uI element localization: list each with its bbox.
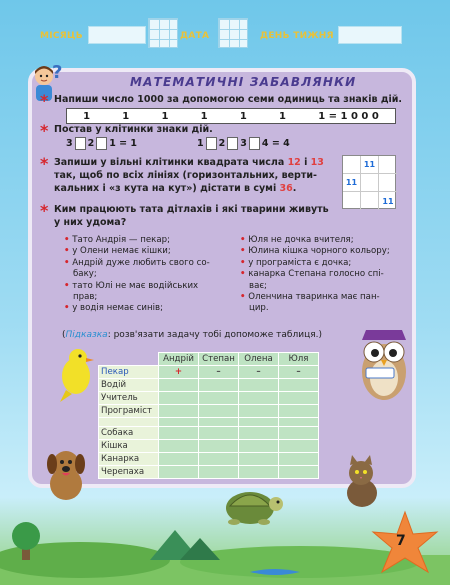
t2-num: 4 = 4 (261, 138, 290, 149)
table-cell[interactable] (159, 405, 199, 418)
sign-cell[interactable] (206, 137, 217, 150)
table-cell[interactable] (159, 379, 199, 392)
magic-cell[interactable] (343, 156, 361, 174)
row-spacer (99, 418, 159, 427)
row-label: Пекар (99, 366, 159, 379)
sign-cell[interactable] (96, 137, 107, 150)
table-row (99, 379, 319, 392)
clue-item (240, 281, 410, 292)
table-cell (279, 418, 319, 427)
row-label: Водій (99, 379, 159, 392)
clue-text: Юлина кішка чорного кольору; (248, 246, 390, 257)
table-cell[interactable] (199, 427, 239, 440)
magic-cell[interactable]: 11 (361, 156, 379, 174)
eq-result: 1 = 1 0 0 0 (318, 110, 379, 122)
hint-line: (Підказка: розв'язати задачу тобі допоможе таблиця.) (62, 330, 322, 340)
row-label: Черепаха (99, 466, 159, 479)
clue-text: у водія немає синів; (72, 303, 163, 314)
table-cell[interactable] (279, 427, 319, 440)
clue-item: • у Олени немає кішки; (64, 246, 171, 257)
sum-36: 36 (279, 183, 293, 194)
table-cell[interactable] (279, 379, 319, 392)
clue-text: ває; (249, 280, 267, 291)
eq-digit: 1 (279, 110, 287, 122)
table-cell[interactable] (279, 440, 319, 453)
month-label: МІСЯЦЬ (40, 31, 83, 41)
clue-text: Оленчина тваринка має пан- (248, 292, 380, 303)
task3-line2: так, щоб по всіх лініях (горизонтальних, верти- (54, 170, 317, 181)
clue-item: • Юлина кішка чорного кольору; (240, 246, 390, 257)
table-cell[interactable] (199, 440, 239, 453)
logic-table (98, 352, 319, 479)
clue-text: канарка Степана голосно спі- (248, 269, 384, 280)
table-row (99, 405, 319, 418)
clue-item: • Тато Андрія — пекар; (64, 235, 170, 245)
eq-digit: 1 (239, 110, 247, 122)
table-cell (199, 418, 239, 427)
table-cell[interactable]: – (239, 366, 279, 379)
table-cell[interactable] (159, 453, 199, 466)
clue-text: баку; (73, 269, 97, 280)
magic-cell[interactable] (379, 156, 397, 174)
table-cell[interactable] (239, 453, 279, 466)
table-row (99, 466, 319, 479)
table-cell[interactable] (239, 379, 279, 392)
table-cell[interactable] (159, 392, 199, 405)
page-number: 7 (396, 533, 406, 549)
table-row (99, 427, 319, 440)
t2-num: 1 (197, 138, 204, 149)
clues-right (240, 235, 410, 315)
clue-item: • у водія немає синів; (64, 303, 163, 314)
table-cell[interactable] (239, 440, 279, 453)
magic-cell[interactable] (343, 192, 361, 210)
t3-text: і (300, 157, 311, 168)
table-corner (99, 353, 159, 366)
page-title: МАТЕМАТИЧНІ ЗАБАВЛЯНКИ (130, 75, 357, 89)
table-cell[interactable] (199, 466, 239, 479)
row-label: Програміст (99, 405, 159, 418)
task-star-icon: * (40, 154, 49, 173)
t2-num: 1 = 1 (109, 138, 138, 149)
column-header: Андрій (159, 353, 199, 366)
table-cell[interactable] (239, 427, 279, 440)
clue-text: цир. (249, 303, 269, 314)
t3-text: кальних і «з кута на кут») дістати в сумі (54, 183, 280, 194)
table-cell[interactable] (199, 453, 239, 466)
date-label: ДАТА (180, 31, 210, 41)
month-field[interactable] (88, 26, 146, 44)
table-cell[interactable] (199, 392, 239, 405)
task4-line1: Ким працюють тата дітлахів і які тварини живуть (54, 204, 329, 215)
clue-text: у програміста є дочка; (248, 257, 352, 268)
task1-text: Напиши число 1000 за допомогою семи одиниць та знаків дій. (54, 94, 403, 105)
weekday-label: ДЕНЬ ТИЖНЯ (260, 31, 334, 41)
clue-text: Юля не дочка вчителя; (248, 235, 354, 245)
magic-cell[interactable] (379, 174, 397, 192)
task2-row (66, 137, 290, 150)
eq-digit: 1 (83, 110, 91, 122)
table-cell[interactable] (199, 379, 239, 392)
table-spacer-row (99, 418, 319, 427)
column-header: Юля (279, 353, 319, 366)
task-star-icon: * (40, 121, 49, 140)
table-cell (159, 418, 199, 427)
task3-line3 (54, 183, 296, 195)
clues-left (64, 235, 234, 315)
clue-item (240, 303, 410, 314)
table-cell[interactable] (279, 392, 319, 405)
table-row (99, 392, 319, 405)
number-12: 12 (287, 157, 301, 168)
owl-icon (356, 322, 412, 406)
table-cell[interactable] (199, 405, 239, 418)
clue-text: тато Юлі не має водійських (72, 280, 199, 291)
clue-item (64, 292, 234, 303)
t2-num: 2 (87, 138, 95, 149)
sign-cell[interactable] (249, 137, 260, 150)
t2-num: 3 (240, 138, 247, 149)
table-cell[interactable] (159, 466, 199, 479)
table-row (99, 440, 319, 453)
table-row (99, 453, 319, 466)
clue-item: • Юля не дочка вчителя; (240, 235, 354, 245)
task3-line1 (54, 157, 324, 169)
clue-item: • тато Юлі не має водійських (64, 280, 199, 291)
table-cell[interactable] (159, 440, 199, 453)
column-header: Олена (239, 353, 279, 366)
sign-cell[interactable] (75, 137, 86, 150)
clue-text: прав; (73, 292, 98, 303)
question-mark-icon: ? (52, 62, 63, 83)
clue-item: • Оленчина тваринка має пан- (240, 292, 380, 303)
task-star-icon: * (40, 91, 49, 110)
table-cell[interactable]: – (199, 366, 239, 379)
date-field[interactable] (218, 18, 248, 48)
weekday-field[interactable] (338, 26, 402, 44)
table-cell[interactable] (239, 466, 279, 479)
clue-item (64, 269, 234, 280)
row-label: Собака (99, 427, 159, 440)
canary-icon (52, 346, 102, 404)
header-grid-left (148, 18, 178, 48)
table-cell[interactable]: – (279, 366, 319, 379)
table-cell[interactable] (239, 405, 279, 418)
task2-text: Постав у клітинки знаки дій. (54, 124, 213, 135)
table-cell (239, 418, 279, 427)
eq-digit: 1 (200, 110, 208, 122)
table-header-row (99, 353, 319, 366)
number-13: 13 (310, 157, 324, 168)
table-cell[interactable] (279, 466, 319, 479)
clue-item: • канарка Степана голосно спі- (240, 269, 384, 280)
clue-item: • Андрій дуже любить свого со- (64, 257, 210, 268)
magic-cell[interactable]: 11 (382, 196, 394, 206)
magic-cell[interactable] (361, 174, 379, 192)
row-label: Кішка (99, 440, 159, 453)
clue-text: Андрій дуже любить свого со- (72, 257, 210, 268)
magic-cell[interactable]: 11 (343, 174, 361, 192)
column-header: Степан (199, 353, 239, 366)
t2-num: 3 (66, 138, 73, 149)
t3-text: . (292, 183, 297, 194)
clue-text: Тато Андрія — пекар; (72, 235, 170, 245)
magic-square (342, 155, 396, 209)
table-cell[interactable]: + (159, 366, 199, 379)
task1-equation-row[interactable] (66, 108, 396, 124)
eq-digit: 1 (122, 110, 130, 122)
table-cell[interactable] (279, 405, 319, 418)
t3-text: Запиши у вільні клітинки квадрата числа (54, 157, 288, 168)
magic-cell[interactable] (361, 192, 379, 210)
clue-text: у Олени немає кішки; (72, 246, 171, 257)
row-label: Учитель (99, 392, 159, 405)
eq-digit: 1 (161, 110, 169, 122)
hint-text: : розв'язати задачу тобі допоможе таблиця.) (107, 330, 322, 340)
table-cell[interactable] (159, 427, 199, 440)
page-header (0, 0, 450, 62)
sign-cell[interactable] (227, 137, 238, 150)
dog-icon (40, 444, 92, 504)
table-cell[interactable] (279, 453, 319, 466)
hint-word: Підказка (65, 330, 108, 340)
table-cell[interactable] (239, 392, 279, 405)
task4-line2: у них удома? (54, 217, 127, 228)
clue-item: • у програміста є дочка; (240, 257, 352, 268)
table-row (99, 366, 319, 379)
row-label: Канарка (99, 453, 159, 466)
t2-num: 2 (218, 138, 226, 149)
task-star-icon: * (40, 201, 49, 220)
